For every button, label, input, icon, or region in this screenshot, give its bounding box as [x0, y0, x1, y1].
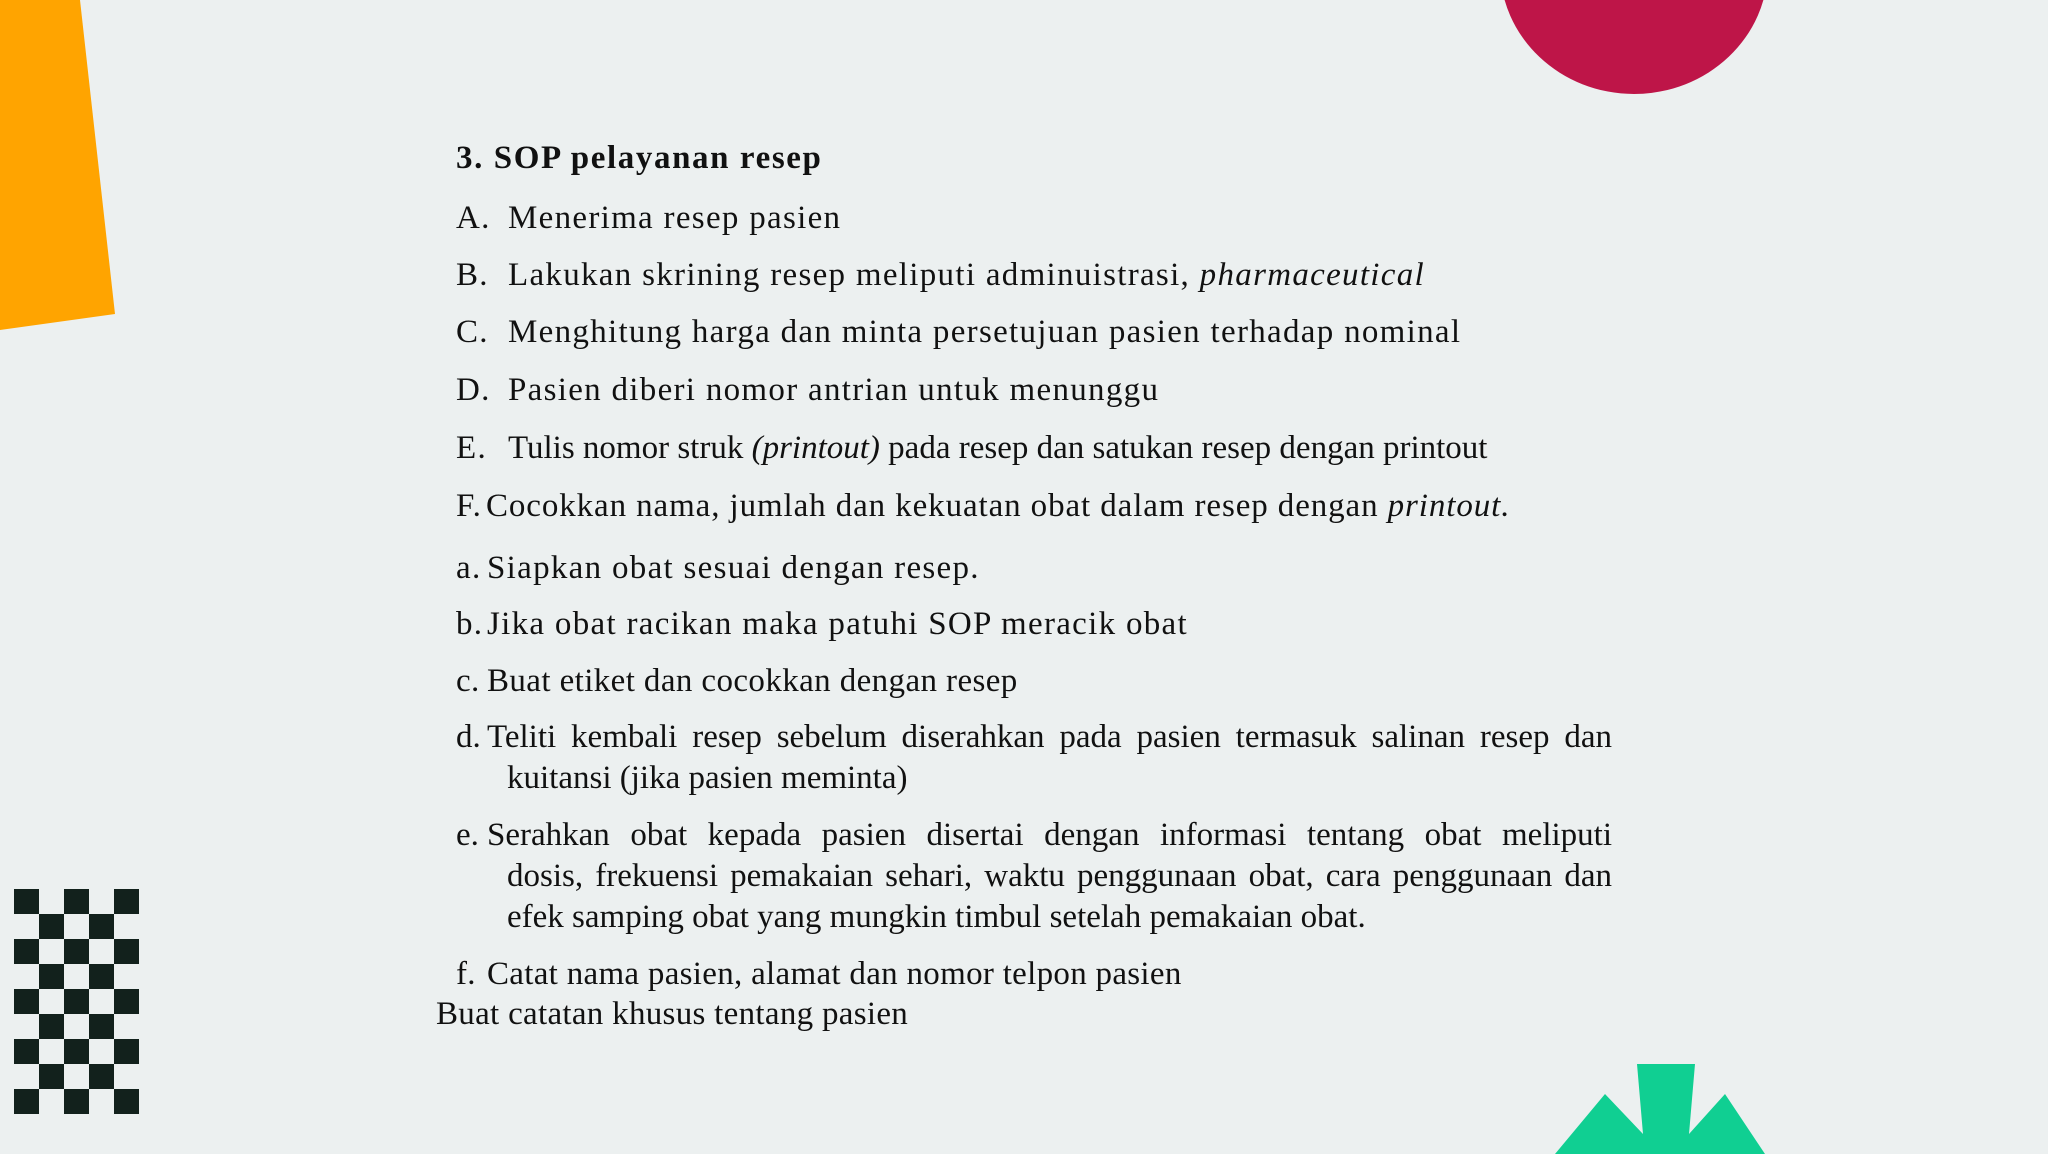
crimson-circle-decor [1500, 0, 1768, 94]
checker-square [39, 964, 64, 989]
checker-square [64, 889, 89, 914]
substep-label: a. [456, 550, 482, 586]
step-text-italic: (printout) [751, 430, 880, 466]
checker-square [39, 1064, 64, 1089]
substep-text: Siapkan obat sesuai dengan resep. [487, 550, 980, 586]
step-text-post: pada resep dan satukan resep dengan printout [888, 430, 1488, 466]
checker-square [64, 1039, 89, 1064]
step-text: Pasien diberi nomor antrian untuk menunggu [508, 372, 1160, 408]
substep-text: Teliti kembali resep sebelum diserahkan pada pasien termasuk salinan resep dan [487, 719, 1612, 755]
checker-square [14, 989, 39, 1014]
step-label: B. [456, 257, 489, 293]
substep-c [456, 661, 1018, 701]
substep-continuation: dosis, frekuensi pemakaian sehari, waktu penggunaan obat, cara penggunaan dan [507, 858, 1612, 894]
checker-square [114, 1039, 139, 1064]
checker-square [114, 1089, 139, 1114]
green-burst-decor [1555, 1064, 1775, 1154]
step-label: E. [456, 430, 488, 466]
step-e [456, 428, 1487, 468]
substep-f [456, 954, 1182, 994]
checkerboard-decor [14, 889, 142, 1119]
step-d [456, 370, 1159, 410]
step-text: Menghitung harga dan minta persetujuan pasien terhadap nominal [508, 314, 1462, 350]
step-label: F. [456, 488, 482, 524]
checker-square [14, 889, 39, 914]
substep-b [456, 604, 1188, 644]
substep-continuation: kuitansi (jika pasien meminta) [507, 760, 908, 796]
substep-continuation: efek samping obat yang mungkin timbul setelah pemakaian obat. [507, 899, 1366, 935]
substep-a [456, 548, 980, 588]
substep-label: b. [456, 606, 484, 642]
substep-label: c. [456, 663, 480, 699]
checker-square [14, 1089, 39, 1114]
step-text: Cocokkan nama, jumlah dan kekuatan obat dalam resep dengan [486, 488, 1379, 524]
substep-first-line [456, 815, 1612, 856]
step-a [456, 198, 841, 238]
step-text-italic: printout. [1387, 488, 1511, 524]
checker-square [114, 889, 139, 914]
step-text: Lakukan skrining resep meliputi adminuistrasi, [508, 257, 1191, 293]
step-b [456, 255, 1425, 295]
step-label: D. [456, 372, 491, 408]
substep-text: Buat etiket dan cocokkan dengan resep [487, 663, 1018, 699]
step-text-pre: Tulis nomor struk [508, 430, 744, 466]
checker-square [89, 914, 114, 939]
checker-square [89, 1014, 114, 1039]
substep-d [456, 717, 1612, 799]
substep-label: d. [456, 719, 481, 755]
checker-square [64, 939, 89, 964]
checker-square [89, 964, 114, 989]
checker-square [14, 939, 39, 964]
step-text: Menerima resep pasien [508, 200, 842, 236]
step-text-italic: pharmaceutical [1199, 257, 1425, 293]
step-f [456, 486, 1510, 526]
checker-square [39, 1014, 64, 1039]
substep-text: Jika obat racikan maka patuhi SOP meracik obat [487, 606, 1188, 642]
checker-square [64, 989, 89, 1014]
checker-square [64, 1089, 89, 1114]
slide-heading: 3. SOP pelayanan resep [456, 140, 823, 176]
checker-square [89, 1064, 114, 1089]
substep-text: Serahkan obat kepada pasien disertai dengan informasi tentang obat meliputi [487, 817, 1612, 853]
footer-note: Buat catatan khusus tentang pasien [436, 996, 909, 1032]
checker-square [39, 914, 64, 939]
substep-text: Catat nama pasien, alamat dan nomor telpon pasien [487, 956, 1182, 992]
checker-square [14, 1039, 39, 1064]
step-label: C. [456, 314, 489, 350]
substep-label: e. [456, 817, 479, 853]
checker-square [114, 989, 139, 1014]
substep-first-line [456, 717, 1612, 758]
substep-label: f. [456, 956, 476, 992]
substep-e [456, 815, 1612, 938]
checker-square [114, 939, 139, 964]
step-c [456, 312, 1461, 352]
step-label: A. [456, 200, 491, 236]
orange-decor-shape [0, 0, 120, 330]
